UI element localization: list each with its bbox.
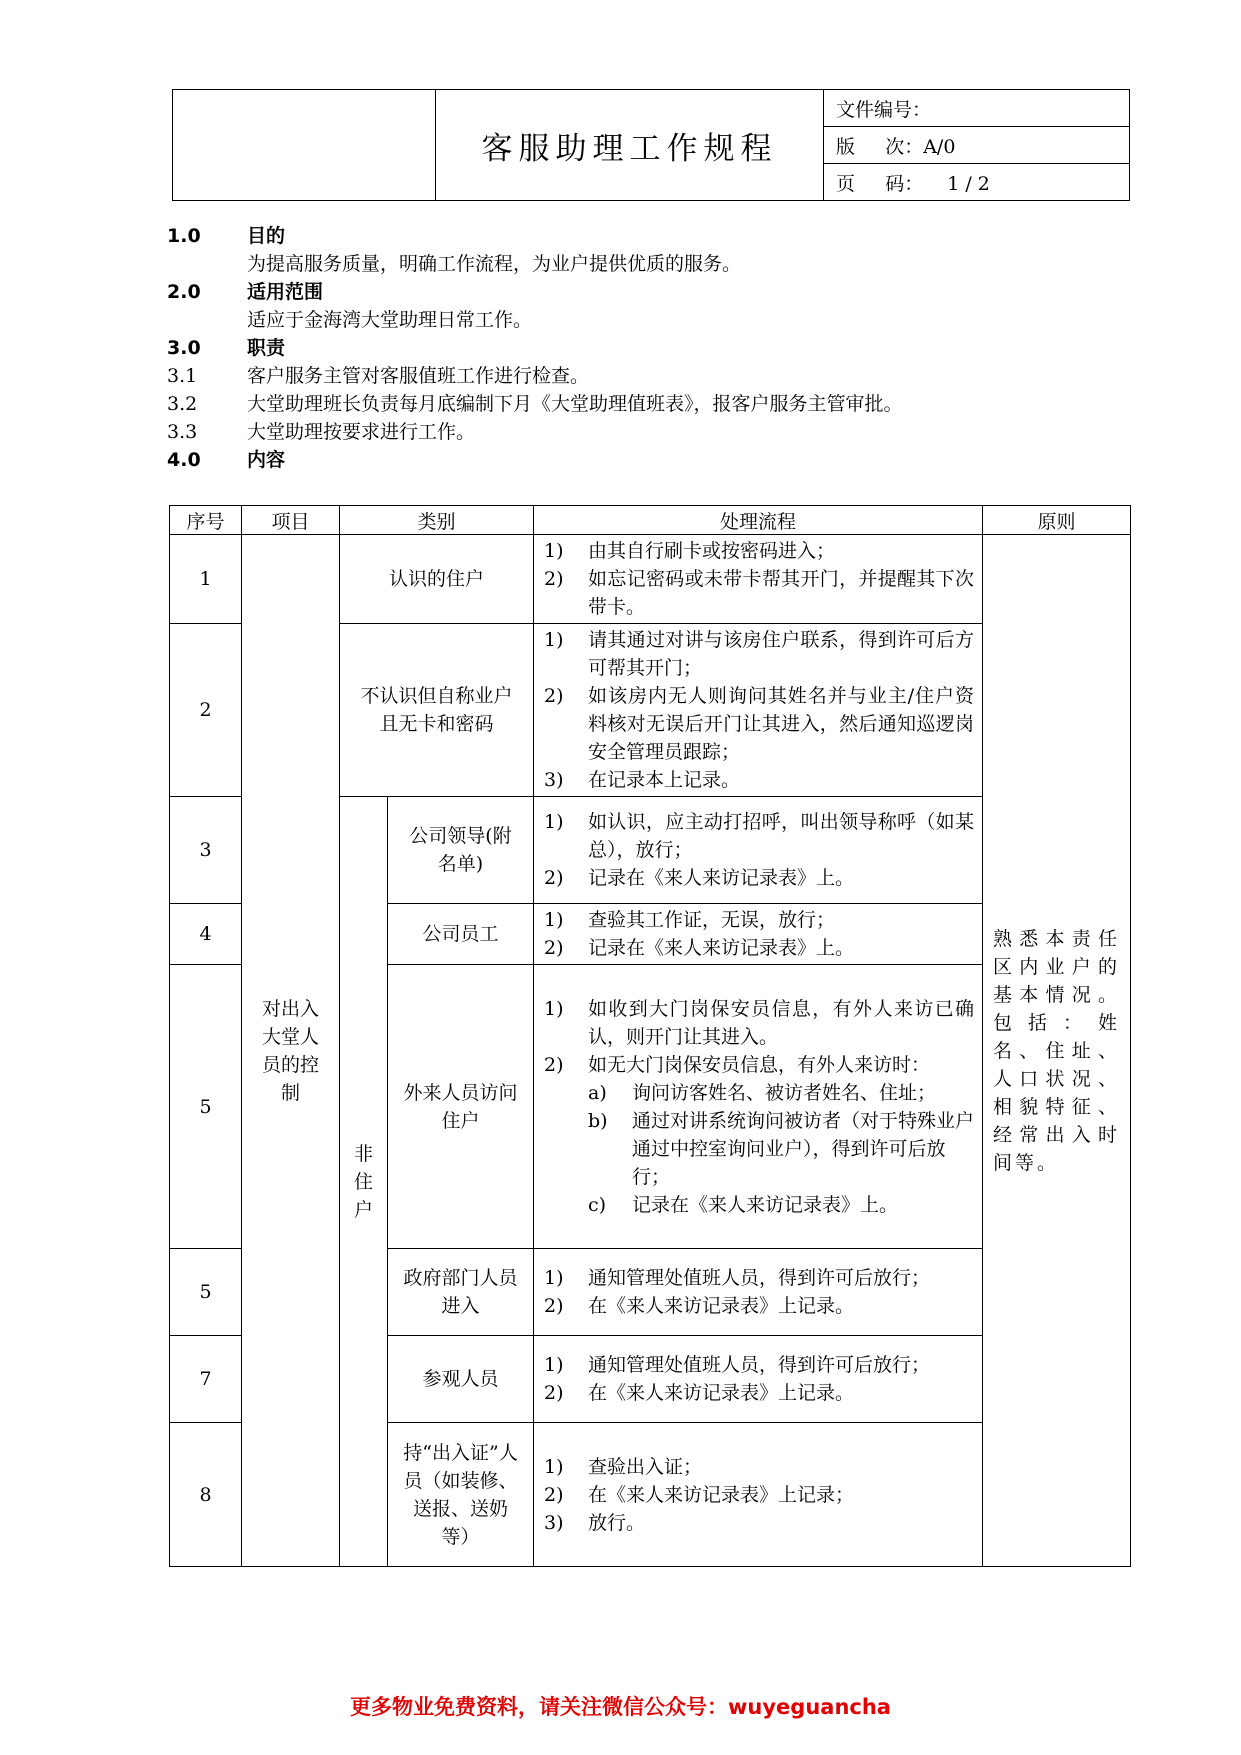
section-text: 大堂助理班长负责每月底编制下月《大堂助理值班表》，报客户服务主管审批。 [247,393,903,415]
section-text: 适应于金海湾大堂助理日常工作。 [247,309,533,331]
category-cell: 持“出入证”人员（如装修、送报、送奶等） [388,1423,534,1567]
step-text: 记录在《来人来访记录表》上。 [588,937,855,959]
substep-letter: c) [588,1193,607,1216]
process-cell [534,965,983,1249]
header-project: 项目 [242,506,340,535]
process-step [544,808,974,864]
process-step [544,1351,974,1379]
step-text: 通知管理处值班人员，得到许可后放行； [588,1267,931,1289]
step-text: 放行。 [588,1511,646,1534]
step-number: 2) [544,568,564,590]
process-step [544,1264,974,1292]
table-row [170,535,1131,624]
process-step [544,682,974,766]
project-cell: 对出入大堂人员的控制 [242,535,340,1567]
version-cell [824,127,1130,164]
page-value: 1 / 2 [947,172,990,195]
substep-text: 询问访客姓名、被访者姓名、住址； [632,1081,937,1104]
step-text: 查验出入证； [588,1455,703,1478]
process-cell [534,624,983,797]
step-text: 通知管理处值班人员，得到许可后放行； [588,1354,931,1376]
process-step [544,995,974,1051]
footer-note: 更多物业免费资料，请关注微信公众号：wuyeguancha [350,1695,891,1719]
process-step [544,1509,974,1537]
step-text: 如忘记密码或未带卡帮其开门，并提醒其下次带卡。 [588,568,975,618]
step-number: 1) [544,811,564,833]
process-cell [534,1336,983,1423]
process-step [544,864,974,892]
step-text: 查验其工作证，无误，放行； [588,909,836,931]
section-number: 3.2 [167,393,198,415]
step-text: 在《来人来访记录表》上记录。 [588,1382,855,1404]
step-number: 1) [544,1267,564,1289]
section-number: 3.1 [167,365,198,387]
category-cell: 公司员工 [388,904,534,965]
substep-letter: b) [588,1109,608,1132]
category-cell: 不认识但自称业户且无卡和密码 [340,624,534,797]
row-number: 5 [170,1249,242,1336]
category-cell: 参观人员 [388,1336,534,1423]
logo-cell [173,90,436,201]
section-text: 目的 [247,225,286,247]
process-cell [534,535,983,624]
step-number: 1) [544,1455,564,1478]
category-cell: 公司领导(附名单) [388,797,534,904]
header-process: 处理流程 [534,506,983,535]
step-text: 在记录本上记录。 [588,769,741,791]
section-number: 3.3 [167,421,198,443]
step-number: 2) [544,1483,564,1506]
process-step [544,537,974,565]
step-number: 2) [544,937,564,959]
process-step [544,1292,974,1320]
process-step [544,626,974,682]
section-number: 3.0 [167,337,201,359]
process-step [544,934,974,962]
process-substep [544,1107,974,1191]
step-number: 3) [544,769,564,791]
step-text: 请其通过对讲与该房住户联系，得到许可后方可帮其开门； [588,629,975,679]
row-number: 4 [170,904,242,965]
principle-cell: 熟悉本责任区内业户的基本情况。包括：姓名、住址、人口状况、相貌特征、经常出入时间等。 [983,535,1131,1567]
step-number: 1) [544,629,564,651]
step-number: 1) [544,1354,564,1376]
section-number: 4.0 [167,449,201,471]
section-number: 2.0 [167,281,201,303]
step-text: 在《来人来访记录表》上记录； [588,1483,855,1506]
step-number: 2) [544,867,564,889]
document-header [172,89,1130,201]
substep-letter: a) [588,1081,607,1104]
section-text: 适用范围 [247,281,324,303]
category-cell: 外来人员访问住户 [388,965,534,1249]
row-number: 5 [170,965,242,1249]
row-number: 8 [170,1423,242,1567]
document-title: 客服助理工作规程 [436,90,824,201]
header-no: 序号 [170,506,242,535]
category-cell: 政府部门人员进入 [388,1249,534,1336]
page-cell [824,164,1130,201]
doc-no-label: 文件编号： [824,90,1130,127]
step-text: 如无大门岗保安员信息，有外人来访时： [588,1053,931,1076]
step-number: 2) [544,1295,564,1317]
process-substep [544,1191,974,1219]
process-step [544,1051,974,1079]
section-text: 为提高服务质量，明确工作流程，为业户提供优质的服务。 [247,253,742,275]
header-principle: 原则 [983,506,1131,535]
step-text: 如该房内无人则询问其姓名并与业主/住户资料核对无误后开门让其进入，然后通知巡逻岗安全管理员跟踪； [588,685,975,763]
process-step [544,906,974,934]
section-text: 职责 [247,337,286,359]
procedure-table [169,505,1131,1567]
step-number: 2) [544,1382,564,1404]
step-number: 2) [544,1053,564,1076]
step-number: 3) [544,1511,564,1534]
substep-text: 通过对讲系统询问被访者（对于特殊业户通过中控室询问业户），得到许可后放行； [632,1109,975,1188]
process-substep [544,1079,974,1107]
header-category: 类别 [340,506,534,535]
step-text: 在《来人来访记录表》上记录。 [588,1295,855,1317]
section-number: 1.0 [167,225,201,247]
step-text: 由其自行刷卡或按密码进入； [588,540,836,562]
section-text: 大堂助理按要求进行工作。 [247,421,476,443]
row-number: 2 [170,624,242,797]
row-number: 1 [170,535,242,624]
step-text: 记录在《来人来访记录表》上。 [588,867,855,889]
process-step [544,1453,974,1481]
page-label: 页 码： [836,172,924,195]
substep-text: 记录在《来人来访记录表》上。 [632,1193,899,1216]
step-number: 1) [544,909,564,931]
step-number: 2) [544,685,564,707]
row-number: 3 [170,797,242,904]
process-step [544,565,974,621]
version-value: A/0 [923,135,956,158]
step-text: 如收到大门岗保安员信息，有外人来访已确认，则开门让其进入。 [588,997,975,1048]
row-number: 7 [170,1336,242,1423]
process-step [544,1379,974,1407]
process-step [544,1481,974,1509]
process-cell [534,797,983,904]
version-label: 版 次： [836,135,924,158]
process-cell [534,904,983,965]
non-resident-cell: 非住户 [340,797,388,1567]
step-number: 1) [544,540,564,562]
process-cell [534,1249,983,1336]
section-text: 内容 [247,449,286,471]
step-text: 如认识，应主动打招呼，叫出领导称呼（如某总），放行； [588,811,975,861]
step-number: 1) [544,997,564,1020]
process-cell [534,1423,983,1567]
category-cell: 认识的住户 [340,535,534,624]
section-text: 客户服务主管对客服值班工作进行检查。 [247,365,590,387]
process-step [544,766,974,794]
